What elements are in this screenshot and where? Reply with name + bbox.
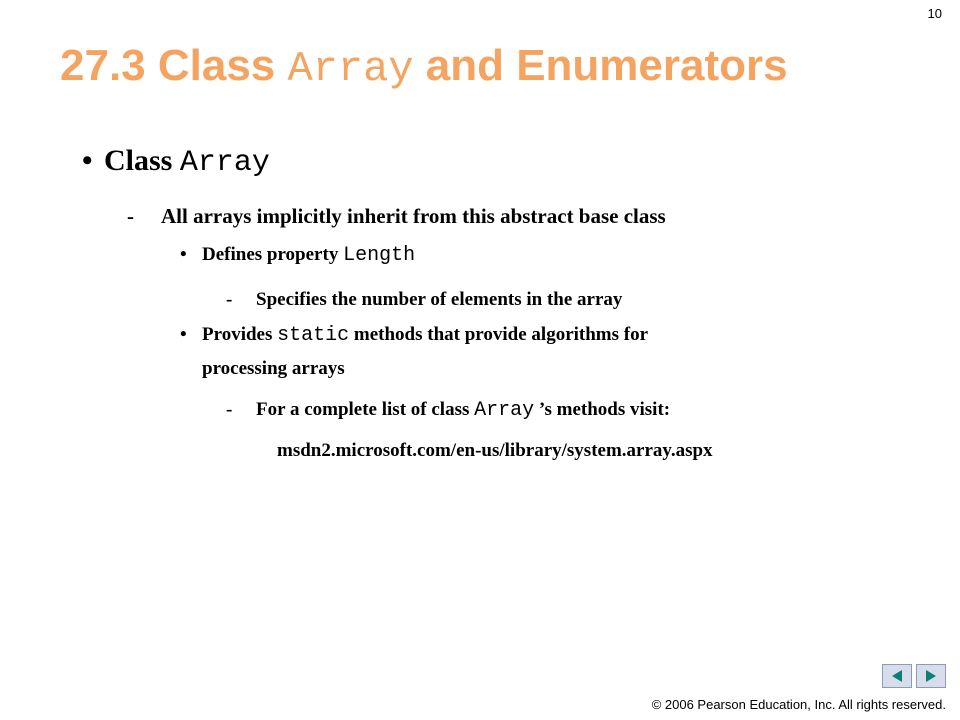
previous-slide-button[interactable] [882, 664, 912, 688]
slide-navigation [882, 664, 946, 688]
dash-marker: - [226, 399, 233, 420]
title-suffix: and Enumerators [413, 41, 788, 90]
item-static-continuation: processing arrays [202, 358, 345, 379]
bullet-code: Array [179, 146, 270, 180]
item-code: Length [343, 244, 416, 267]
item-length [180, 244, 415, 267]
detail-code: Array [474, 399, 535, 422]
item-static [180, 324, 648, 347]
subbullet-inherit [127, 204, 666, 229]
bullet-dot: • [82, 144, 93, 177]
bullet-class-array [82, 144, 270, 180]
item-text-before: Provides [202, 324, 278, 345]
triangle-right-icon [923, 668, 939, 684]
dash-marker: - [226, 289, 233, 310]
page-number: 10 [927, 6, 942, 21]
slide-title [60, 38, 788, 97]
bullet-dot: • [180, 244, 187, 265]
detail-text-after: ’s methods visit: [534, 399, 671, 420]
item-text: Defines property [202, 244, 344, 265]
item-text-after: methods that provide algorithms for [349, 324, 649, 345]
item-code: static [277, 324, 350, 347]
bullet-text: Class [104, 144, 180, 177]
item-length-detail [226, 289, 622, 311]
title-code: Array [287, 45, 414, 93]
item-static-detail [226, 399, 670, 422]
detail-text: Specifies the number of elements in the array [256, 289, 623, 310]
triangle-left-icon [889, 668, 905, 684]
copyright-footer: © 2006 Pearson Education, Inc. All rights reserved. [651, 697, 946, 712]
title-prefix: 27.3 Class [60, 41, 288, 90]
next-slide-button[interactable] [916, 664, 946, 688]
bullet-dot: • [180, 324, 187, 345]
subbullet-text: All arrays implicitly inherit from this abstract base class [161, 204, 666, 228]
dash-marker: - [127, 204, 134, 228]
detail-text-before: For a complete list of class [256, 399, 475, 420]
msdn-url[interactable]: msdn2.microsoft.com/en-us/library/system.array.aspx [277, 440, 713, 461]
